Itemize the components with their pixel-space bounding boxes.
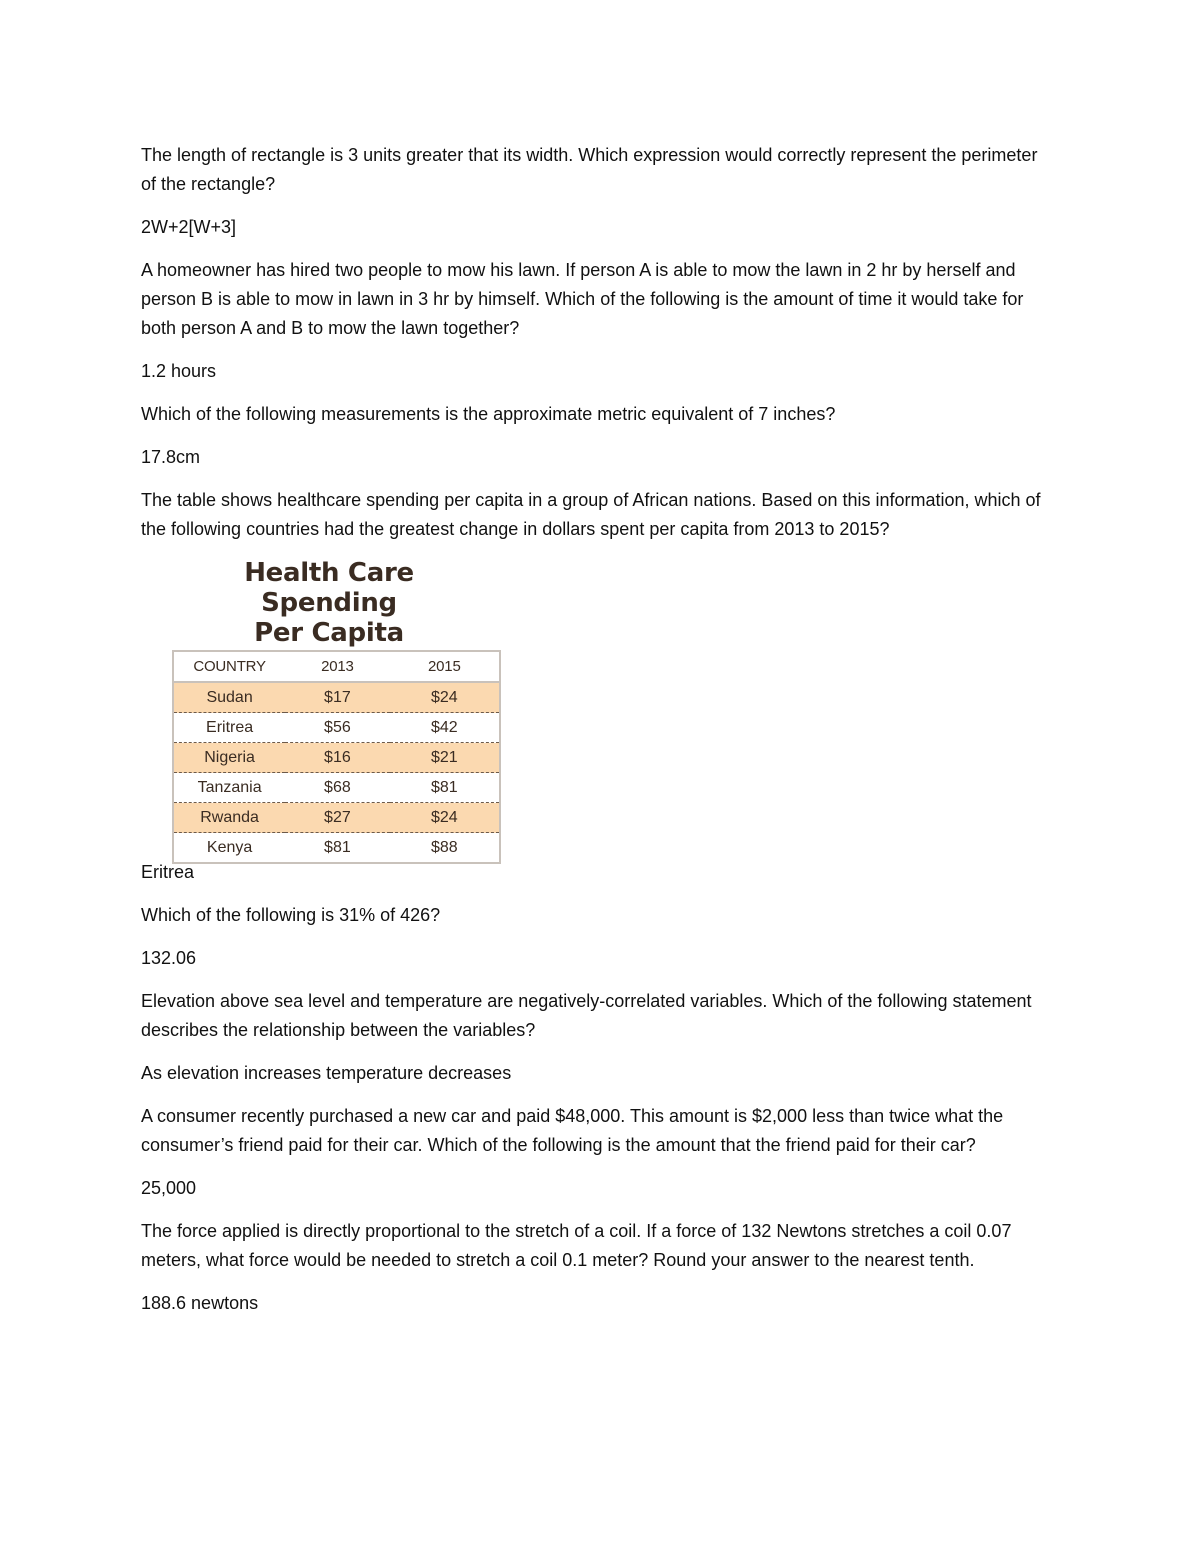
figure-title-line-2: Per Capita — [254, 618, 404, 648]
figure-title-line-1: Health Care Spending — [244, 558, 414, 618]
question-lawn-mowing: A homeowner has hired two people to mow his lawn. If person A is able to mow the lawn in 2 hr by herself and person B is able to mow in lawn in 3 hr by himself. Which of the following is the amount of time it would take for both person A and B to mow the lawn together? — [141, 260, 1024, 338]
answer-lawn-mowing: 1.2 hours — [141, 361, 217, 381]
health-care-spending-figure — [172, 558, 512, 856]
cell-2015: $42 — [430, 719, 458, 736]
table-row — [173, 743, 500, 773]
question-percent: Which of the following is 31% of 426? — [141, 905, 441, 925]
table-row — [173, 773, 500, 803]
answer-elevation-temperature: As elevation increases temperature decreases — [141, 1063, 512, 1083]
table-row — [173, 682, 500, 713]
cell-2015: $81 — [430, 779, 458, 796]
question-rectangle-perimeter: The length of rectangle is 3 units greater that its width. Which expression would correctly represent the perimeter of the rectangle? — [141, 145, 1038, 194]
answer-coil-force: 188.6 newtons — [141, 1293, 259, 1313]
table-header-row — [173, 651, 500, 682]
answer-percent: 132.06 — [141, 948, 197, 968]
column-header-2013: 2013 — [285, 651, 389, 682]
cell-country: Eritrea — [206, 719, 254, 736]
cell-country: Sudan — [206, 689, 253, 706]
table-row — [173, 713, 500, 743]
column-header-country: COUNTRY — [173, 651, 285, 682]
cell-2015: $24 — [430, 689, 458, 706]
question-healthcare-table: The table shows healthcare spending per capita in a group of African nations. Based on this information, which of the following countries had the greatest change in dollars spent per capita from 2013 to 2015? — [141, 490, 1041, 539]
cell-2013: $17 — [324, 689, 351, 706]
cell-2013: $27 — [324, 809, 351, 826]
cell-2013: $81 — [324, 839, 351, 856]
column-header-2015: 2015 — [390, 651, 500, 682]
cell-2013: $16 — [324, 749, 351, 766]
cell-country: Kenya — [206, 839, 253, 856]
question-car-price: A consumer recently purchased a new car and paid $48,000. This amount is $2,000 less than twice what the consumer’s friend paid for their car. Which of the following is the amount that the friend paid for their car? — [141, 1106, 1004, 1155]
cell-2013: $68 — [324, 779, 351, 796]
cell-2015: $88 — [430, 839, 458, 856]
answer-metric-inches: 17.8cm — [141, 447, 201, 467]
cell-2015: $24 — [430, 809, 458, 826]
cell-country: Rwanda — [200, 809, 259, 826]
table-row — [173, 833, 500, 864]
cell-2015: $21 — [430, 749, 458, 766]
question-elevation-temperature: Elevation above sea level and temperature are negatively-correlated variables. Which of the following statement describes the relationship between the variables? — [141, 991, 1032, 1040]
cell-country: Tanzania — [197, 779, 262, 796]
answer-car-price: 25,000 — [141, 1178, 197, 1198]
figure-title — [174, 558, 484, 648]
answer-rectangle-perimeter: 2W+2[W+3] — [141, 217, 237, 237]
cell-2013: $56 — [324, 719, 351, 736]
question-metric-inches: Which of the following measurements is the approximate metric equivalent of 7 inches? — [141, 404, 836, 424]
cell-country: Nigeria — [204, 749, 255, 766]
document-body — [141, 141, 1056, 1332]
table-row — [173, 803, 500, 833]
question-coil-force: The force applied is directly proportional to the stretch of a coil. If a force of 132 Newtons stretches a coil 0.07 meters, what force would be needed to stretch a coil 0.1 meter? Round your answer to the nearest tenth. — [141, 1221, 1012, 1270]
health-care-spending-table — [172, 650, 501, 864]
answer-healthcare-table: Eritrea — [141, 862, 195, 882]
